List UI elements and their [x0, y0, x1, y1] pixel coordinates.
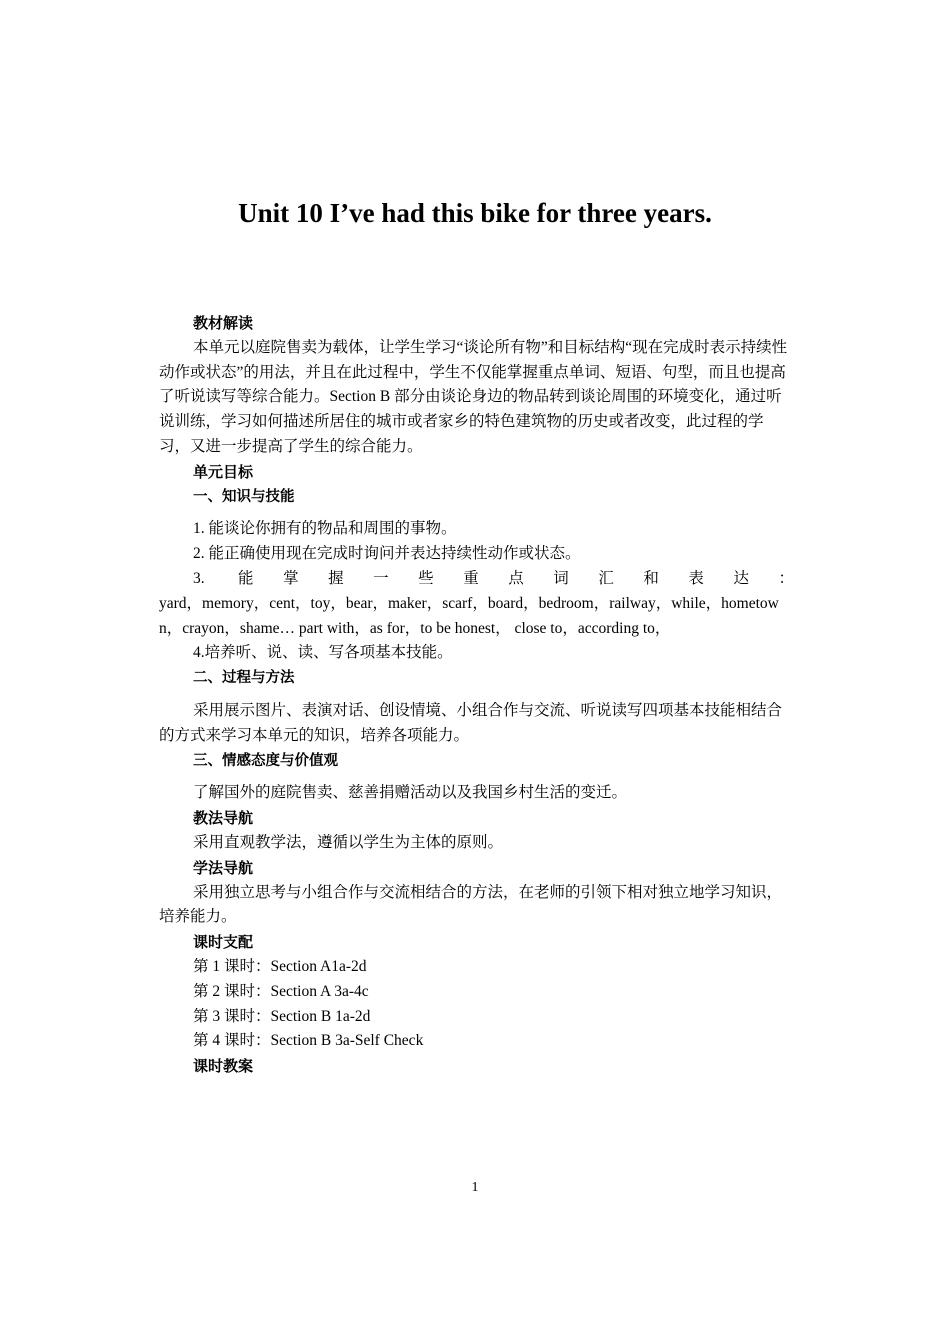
process-heading: 二、过程与方法: [193, 670, 295, 687]
goals-heading: 单元目标: [193, 462, 254, 481]
schedule-item: 第 3 课时：Section B 1a-2d: [193, 1007, 371, 1025]
knowledge-item-4: 4.培养听、说、读、写各项基本技能。: [193, 644, 453, 662]
attitude-paragraph: 了解国外的庭院售卖、慈善捐赠活动以及我国乡村生活的变迁。: [193, 784, 628, 802]
plan-heading: 课时教案: [193, 1057, 254, 1076]
process-paragraph: 采用展示图片、表演对话、创设情境、小组合作与交流、听说读写四项基本技能相结合的方式来学习本单元的知识，培养各项能力。: [159, 701, 783, 744]
teaching-paragraph: 采用直观教学法，遵循以学生为主体的原则。: [193, 833, 504, 851]
learning-heading: 学法导航: [193, 858, 254, 877]
knowledge-item-1: 1. 能谈论你拥有的物品和周围的事物。: [193, 520, 457, 538]
teaching-heading: 教法导航: [193, 809, 254, 828]
page-number: 1: [471, 1180, 479, 1195]
schedule-item: 第 4 课时：Section B 3a-Self Check: [193, 1032, 424, 1050]
schedule-item: 第 2 课时：Section A 3a-4c: [193, 982, 369, 1000]
material-heading: 教材解读: [193, 314, 254, 332]
schedule-heading: 课时支配: [193, 933, 254, 952]
document-title: Unit 10 I’ve had this bike for three years.: [238, 198, 712, 228]
schedule-item: 第 1 课时：Section A1a-2d: [193, 957, 367, 975]
document-body: [159, 311, 794, 1079]
attitude-heading: 三、情感态度与价值观: [193, 752, 338, 769]
knowledge-heading: 一、知识与技能: [193, 488, 295, 505]
knowledge-item-2: 2. 能正确使用现在完成时询问并表达持续性动作或状态。: [193, 545, 581, 563]
knowledge-item-3-lead: 3. 能掌握一些重点词汇和表达：: [193, 569, 794, 587]
learning-paragraph: 采用独立思考与小组合作与交流相结合的方法，在老师的引领下相对独立地学习知识，培养能力。: [159, 883, 783, 926]
material-paragraph: 本单元以庭院售卖为载体，让学生学习“谈论所有物”和目标结构“现在完成时表示持续性动作或状态”的用法，并且在此过程中，学生不仅能掌握重点单词、短语、句型，而且也提高了听说读写等综合能力。Section B 部分由谈论身边的物品转到谈论周围的环境变化，通过听说训练，学习如何描述所居住的城市或者家乡的特色建筑物的历史或者改变，此过程的学习，又进一步提高了学生的综合能力。: [159, 338, 788, 455]
knowledge-item-3-words: yard，memory，cent，toy，bear，maker，scarf，board，bedroom，railway，while，hometown，crayon，shame… part with，as for，to be honest， close to，according to，: [159, 594, 779, 637]
